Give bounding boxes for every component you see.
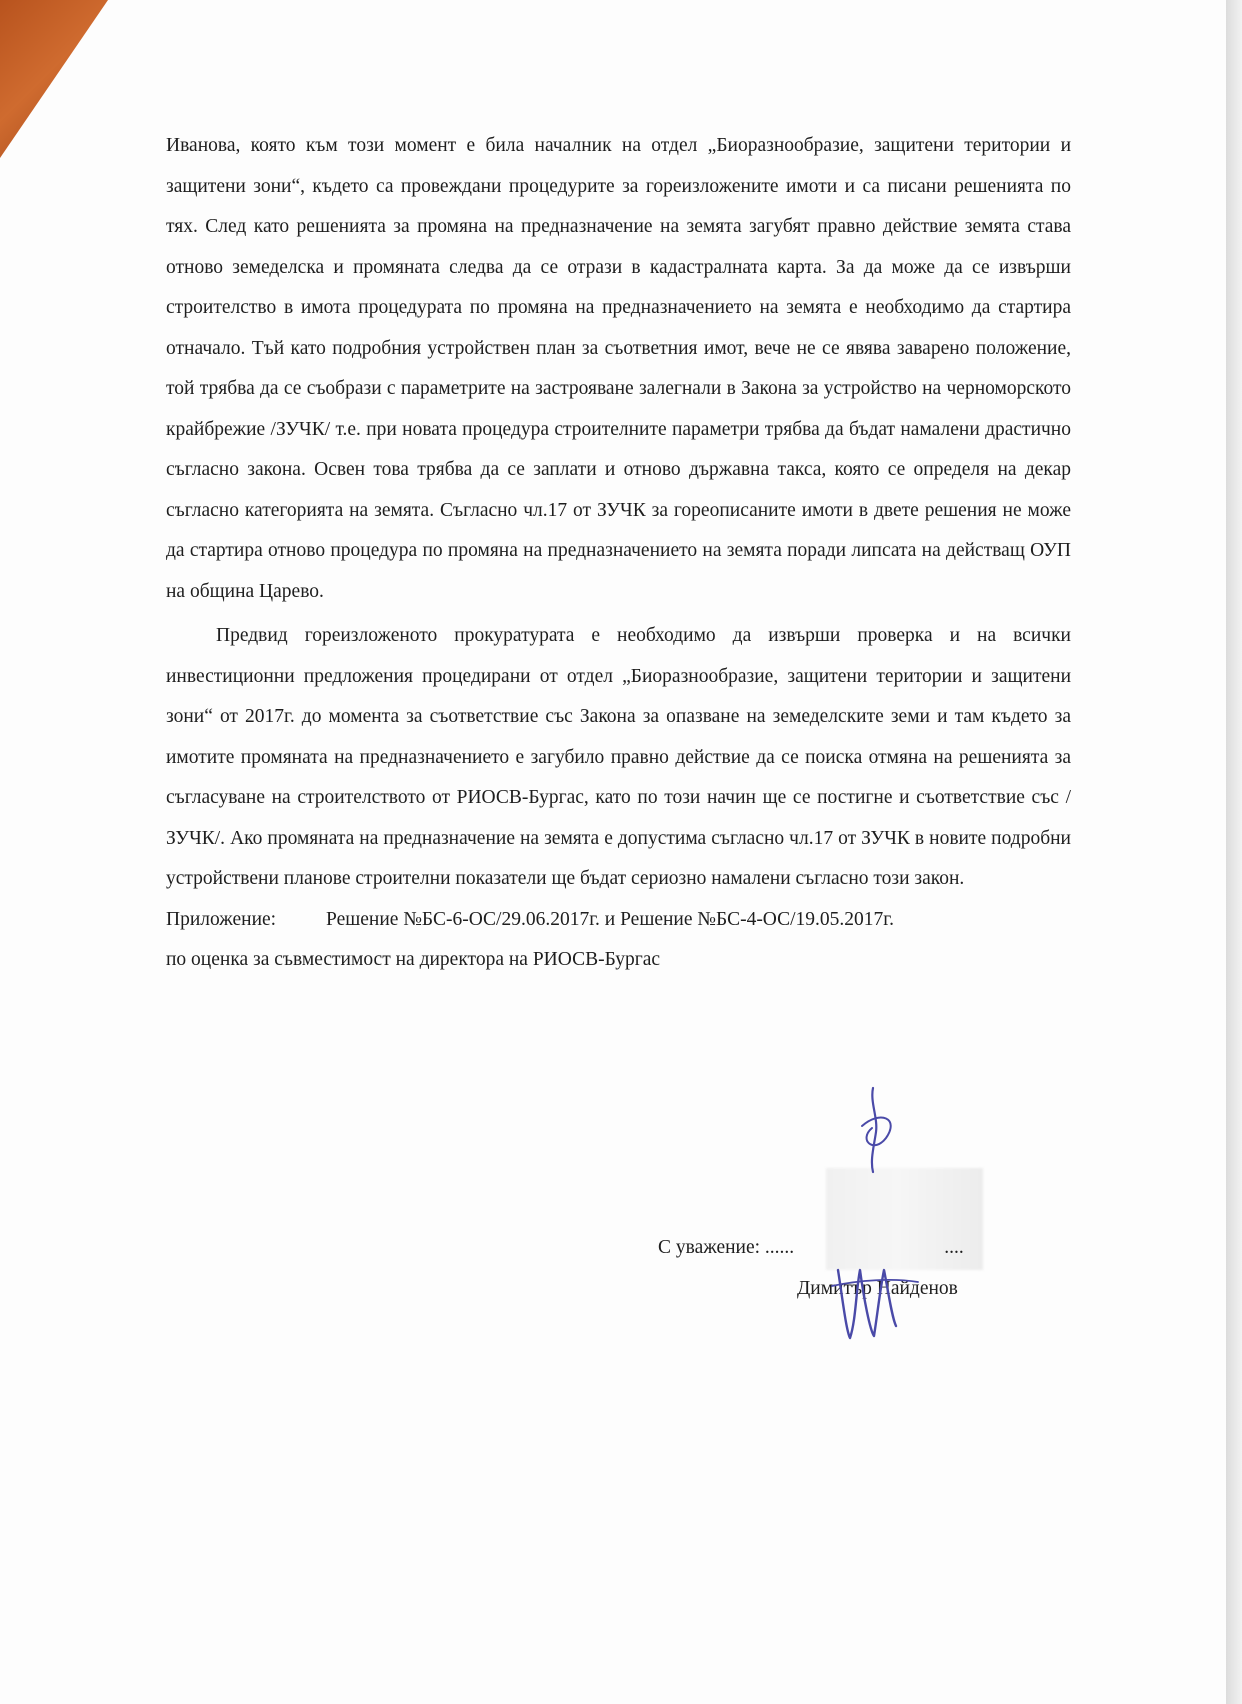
attachment-label: Приложение: [166,908,277,930]
closing-dots: .... [944,1237,964,1258]
closing-line [658,1237,964,1259]
attachment-text: Решение №БС-6-ОС/29.06.2017г. и Решение №БС-4-ОС/19.05.2017г. [326,908,894,930]
page-edge [1226,0,1242,1704]
paragraph-2: Предвид гореизложеното прокуратурата е необходимо да извърши проверка и на всички инвестиционни предложения процедирани от отдел „Биоразнообразие, защитени територии и защитени зони“ от 2017г. до момента за съответствие със Закона за опазване на земеделските земи и там където за имотите промяната на предназначението е загубило правно действие да се поиска отмяна на решенията за съгласуване на строителството от РИОСВ-Бургас, като по този начин ще се постигне и съответствие със /ЗУЧК/. Ако промяната на предназначение на земята е допустима съгласно чл.17 от ЗУЧК в новите подробни устройствени планове строителни показатели ще бъдат сериозно намалени съгласно този закон. [166,625,1071,889]
closing-text: С уважение: ...... [658,1237,795,1258]
signer-name: Димитър Найденов [797,1278,958,1299]
paragraph-1: Иванова, която към този момент е била началник на отдел „Биоразнообразие, защитени територии и защитени зони“, където са провеждани процедурите за гореизложените имоти и са писани решенията по тях. След като решенията за промяна на предназначение на земята загубят правно действие земята става отново земеделска и промяната следва да се отрази в кадастралната карта. За да може да се извърши строителство в имота процедурата по промяна на предназначението на земята е необходимо да стартира отначало. Тъй като подробния устройствен план за съответния имот, вече не се явява заварено положение, той трябва да се съобрази с параметрите на застрояване залегнали в Закона за устройство на черноморското крайбрежие /ЗУЧК/ т.е. при новата процедура строителните параметри трябва да бъдат намалени драстично съгласно закона. Освен това трябва да се заплати и отново държавна такса, която се определя на декар съгласно категорията на земята. Съгласно чл.17 от ЗУЧК за гореописаните имоти в двете решения не може да стартира отново процедура по промяна на предназначението на земята поради липсата на действащ ОУП на община Царево. [166,135,1071,602]
attachment-line [166,900,1071,941]
attachment-line-2: по оценка за съвместимост на директора на РИОСВ-Бургас [166,949,661,970]
document-body [166,126,1071,981]
